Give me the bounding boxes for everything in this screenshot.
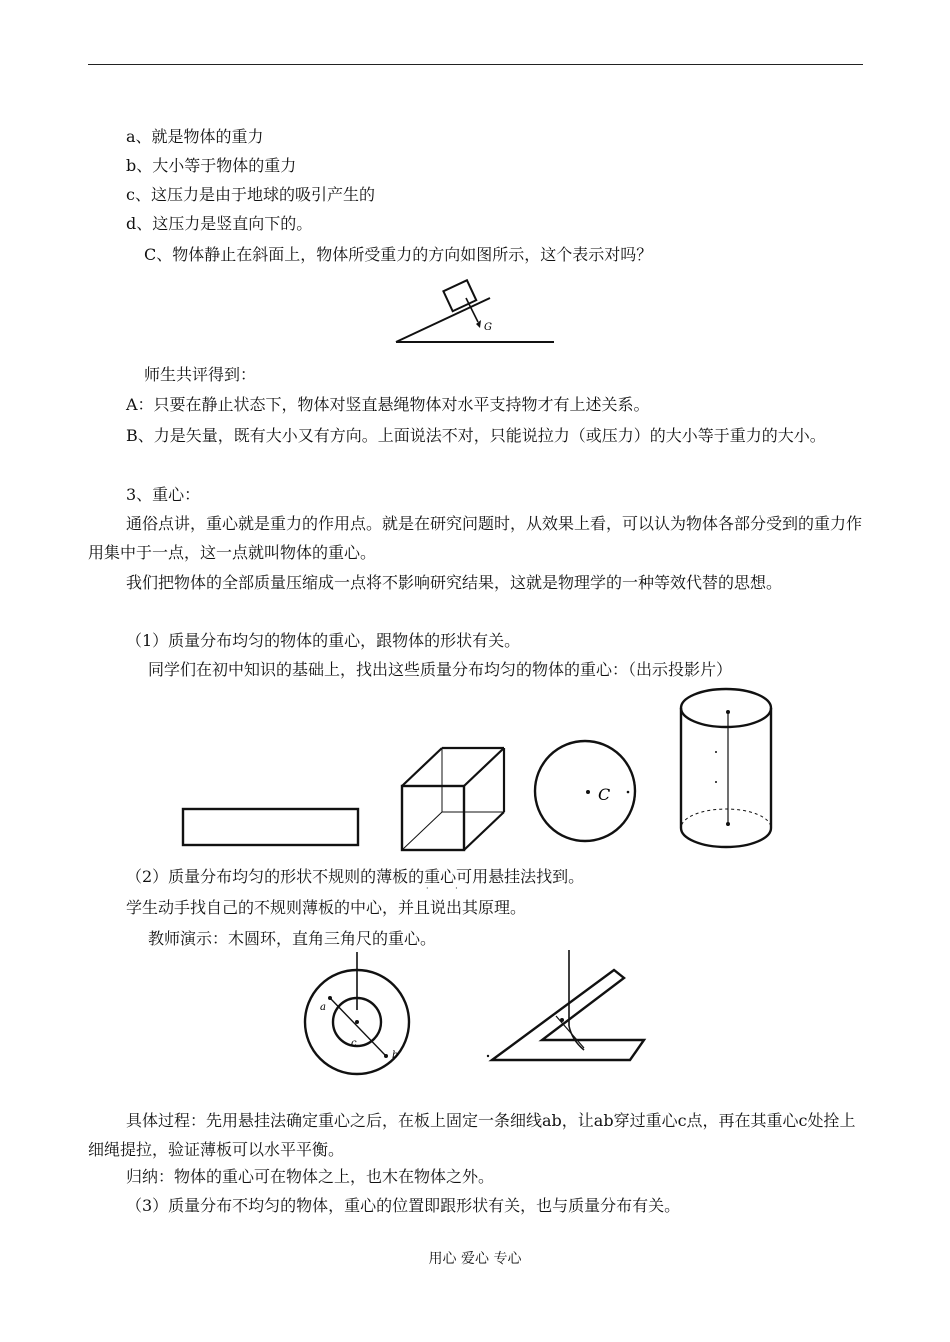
- ring-label-a: a: [320, 1002, 326, 1013]
- point-3: （3）质量分布不均匀的物体，重心的位置即跟形状有关，也与质量分布有关。: [126, 1196, 681, 1215]
- incline-figure: [390, 278, 560, 348]
- process-text: 具体过程：先用悬挂法确定重心之后，在板上固定一条细线ab，让ab穿过重心c点，再在其重心c处拴上细绳提拉，验证薄板可以水平平衡。: [88, 1111, 856, 1159]
- question-c: C、物体静止在斜面上，物体所受重力的方向如图所示，这个表示对吗？: [144, 245, 653, 264]
- cube-shape: [398, 744, 510, 856]
- footer: 用心 爱心 专心: [428, 1251, 522, 1267]
- ring-figure: [300, 952, 420, 1082]
- answer-a: A：只要在静止状态下，物体对竖直悬绳物体对水平支持物才有上述关系。: [126, 395, 650, 414]
- point-1: （1）质量分布均匀的物体的重心，跟物体的形状有关。: [126, 631, 521, 650]
- section3-title: 3、重心：: [126, 485, 201, 504]
- incline-label: G: [484, 322, 492, 333]
- cylinder-shape: [676, 686, 776, 850]
- teacher-demo: 教师演示：木圆环，直角三角尺的重心。: [148, 929, 437, 948]
- emphasis-dots: · ·: [426, 884, 470, 893]
- point-1-task: 同学们在初中知识的基础上，找出这些质量分布均匀的物体的重心：（出示投影片）: [148, 660, 733, 679]
- review-intro: 师生共评得到：: [144, 365, 257, 384]
- option-a: a、就是物体的重力: [126, 127, 264, 146]
- set-square-figure: [486, 950, 656, 1066]
- ring-label-c: c: [351, 1038, 357, 1049]
- point-2: （2）质量分布均匀的形状不规则的薄板的重心可用悬挂法找到。: [126, 867, 585, 886]
- option-c: c、这压力是由于地球的吸引产生的: [126, 185, 375, 204]
- answer-b: B、力是矢量，既有大小又有方向。上面说法不对，只能说拉力（或压力）的大小等于重力的大小。: [126, 426, 826, 445]
- bar-shape: [182, 808, 360, 848]
- point-2-task: 学生动手找自己的不规则薄板的中心，并且说出其原理。: [126, 898, 527, 917]
- para-equivalence: 我们把物体的全部质量压缩成一点将不影响研究结果，这就是物理学的一种等效代替的思想。: [126, 573, 783, 592]
- option-d: d、这压力是竖直向下的。: [126, 214, 313, 233]
- header-rule: [88, 64, 863, 65]
- para-center-of-gravity: 通俗点讲，重心就是重力的作用点。就是在研究问题时，从效果上看，可以认为物体各部分受到的重力作用集中于一点，这一点就叫物体的重心。: [88, 514, 863, 562]
- option-b: b、大小等于物体的重力: [126, 156, 297, 175]
- ring-label-b: b: [392, 1050, 399, 1061]
- circle-label: C: [598, 785, 611, 804]
- sphere-shape: [532, 738, 638, 844]
- summary-text: 归纳：物体的重心可在物体之上，也木在物体之外。: [126, 1167, 495, 1186]
